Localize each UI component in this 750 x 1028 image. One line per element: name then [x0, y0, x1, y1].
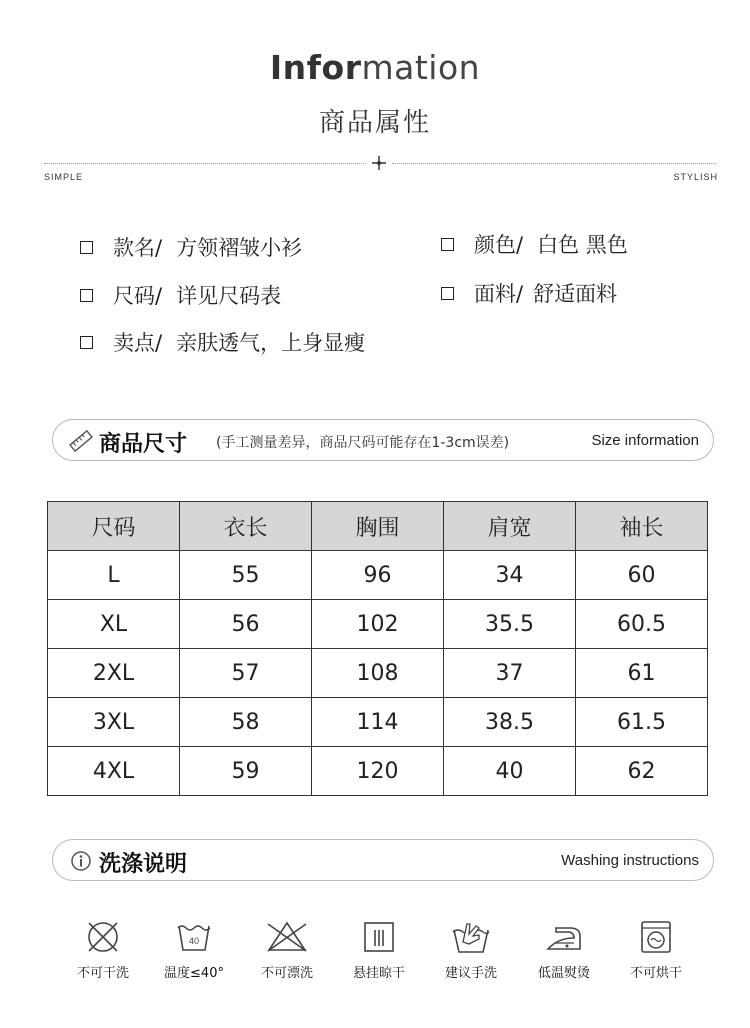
divider-left	[44, 163, 366, 164]
size-table	[47, 501, 708, 796]
checkbox-icon	[80, 241, 93, 254]
table-cell: 120	[312, 747, 444, 796]
wash-40-icon	[174, 918, 214, 956]
table-row	[48, 551, 708, 600]
table-header-cell: 肩宽	[444, 502, 576, 551]
table-cell: 56	[180, 600, 312, 649]
wash-section-header	[52, 839, 714, 881]
care-label: 不可漂洗	[260, 966, 313, 981]
care-icons-row	[0, 918, 750, 1028]
table-cell: 40	[444, 747, 576, 796]
size-section-title: 商品尺寸	[99, 432, 188, 457]
care-label: 建议手洗	[444, 966, 497, 981]
ruler-icon	[69, 429, 93, 453]
table-cell: 3XL	[48, 698, 180, 747]
attr-color	[441, 229, 628, 259]
title-en	[0, 48, 750, 87]
care-label: 悬挂晾干	[352, 966, 405, 981]
care-item	[519, 918, 609, 981]
attr-value: 方领褶皱小衫	[176, 236, 303, 260]
table-header-cell: 尺码	[48, 502, 180, 551]
table-header-cell: 胸围	[312, 502, 444, 551]
table-cell: 96	[312, 551, 444, 600]
table-cell: 4XL	[48, 747, 180, 796]
table-header-cell: 袖长	[576, 502, 708, 551]
table-cell: 35.5	[444, 600, 576, 649]
checkbox-icon	[80, 289, 93, 302]
title-cn: 商品属性	[318, 108, 431, 138]
care-label: 温度≤40°	[164, 966, 224, 981]
table-cell: 37	[444, 649, 576, 698]
title-en-light: mation	[361, 48, 481, 87]
table-cell: 102	[312, 600, 444, 649]
checkbox-icon	[80, 336, 93, 349]
attr-value: 亲肤透气，上身显瘦	[176, 331, 366, 355]
table-cell: 55	[180, 551, 312, 600]
table-row	[48, 600, 708, 649]
attr-key: 款名/	[113, 236, 163, 260]
table-cell: XL	[48, 600, 180, 649]
hand-wash-icon	[449, 918, 493, 956]
checkbox-icon	[441, 287, 454, 300]
attr-key: 卖点/	[113, 331, 163, 355]
no-bleach-icon	[265, 918, 309, 956]
table-cell: 61.5	[576, 698, 708, 747]
care-label: 不可烘干	[629, 966, 682, 981]
table-cell: 2XL	[48, 649, 180, 698]
size-section-header	[52, 419, 714, 461]
table-cell: 62	[576, 747, 708, 796]
size-section-note: (手工测量差异，商品尺码可能存在1-3cm误差)	[216, 435, 510, 451]
title-en-bold: Infor	[269, 48, 362, 87]
table-cell: 57	[180, 649, 312, 698]
care-item	[611, 918, 701, 981]
care-label: 低温熨烫	[537, 966, 590, 981]
attr-value: 详见尺码表	[176, 284, 282, 308]
attr-fabric	[441, 278, 617, 308]
tag-stylish: STYLISH	[673, 172, 718, 182]
no-dry-clean-icon	[83, 918, 123, 956]
low-iron-icon	[542, 918, 586, 956]
table-row	[48, 747, 708, 796]
table-row	[48, 649, 708, 698]
info-icon	[69, 849, 93, 873]
care-item	[242, 918, 332, 981]
table-cell: 108	[312, 649, 444, 698]
cross-ornament-icon	[371, 155, 387, 171]
attr-selling-point	[80, 327, 365, 357]
tag-simple: SIMPLE	[44, 172, 84, 182]
wash-temp-text: 40	[188, 936, 200, 946]
care-item	[149, 918, 239, 981]
table-cell: 61	[576, 649, 708, 698]
table-cell: 38.5	[444, 698, 576, 747]
wash-section-title: 洗涤说明	[99, 852, 188, 877]
table-cell: 59	[180, 747, 312, 796]
size-section-title-en: Size information	[591, 432, 699, 449]
care-label: 不可干洗	[76, 966, 129, 981]
no-tumble-dry-icon	[636, 918, 676, 956]
table-cell: 60.5	[576, 600, 708, 649]
table-cell: 114	[312, 698, 444, 747]
attr-key: 颜色/	[474, 233, 524, 257]
attr-value: 白色 黑色	[537, 233, 628, 257]
care-item	[58, 918, 148, 981]
care-item	[426, 918, 516, 981]
table-cell: 34	[444, 551, 576, 600]
table-cell: L	[48, 551, 180, 600]
wash-section-title-en: Washing instructions	[561, 852, 699, 869]
attr-value: 舒适面料	[533, 282, 618, 306]
table-row	[48, 698, 708, 747]
care-item	[334, 918, 424, 981]
table-cell: 58	[180, 698, 312, 747]
divider-right	[392, 163, 716, 164]
checkbox-icon	[441, 238, 454, 251]
hang-dry-icon	[359, 918, 399, 956]
attr-size	[80, 280, 281, 310]
table-header-cell: 衣长	[180, 502, 312, 551]
table-header-row	[48, 502, 708, 551]
attr-key: 面料/	[474, 282, 524, 306]
attr-style-name	[80, 232, 302, 262]
table-cell: 60	[576, 551, 708, 600]
attr-key: 尺码/	[113, 284, 163, 308]
